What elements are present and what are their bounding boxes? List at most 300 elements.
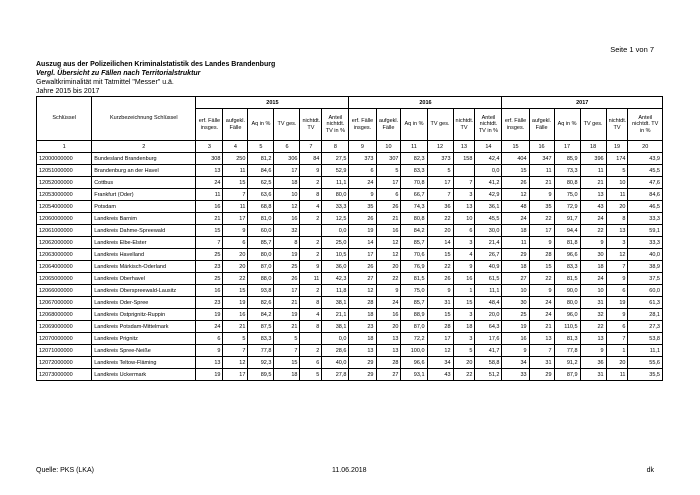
row-key: 12073000000 bbox=[37, 369, 92, 381]
table-cell: 70,6 bbox=[401, 249, 427, 261]
table-cell: 85,9 bbox=[554, 153, 580, 165]
table-cell: 34 bbox=[502, 357, 529, 369]
table-cell: 11 bbox=[223, 165, 248, 177]
table-cell: 4 bbox=[453, 249, 475, 261]
table-cell: 46,5 bbox=[628, 201, 663, 213]
table-cell: 32 bbox=[274, 225, 300, 237]
table-cell: 81,2 bbox=[248, 153, 274, 165]
table-row bbox=[37, 309, 663, 321]
table-cell: 72,2 bbox=[401, 333, 427, 345]
table-cell: 72,9 bbox=[554, 201, 580, 213]
table-cell: 61,5 bbox=[475, 273, 502, 285]
table-cell: 25,0 bbox=[322, 237, 349, 249]
table-cell: 19 bbox=[349, 225, 376, 237]
table-cell: 38,1 bbox=[322, 297, 349, 309]
table-row bbox=[37, 357, 663, 369]
table-cell: 84,2 bbox=[401, 225, 427, 237]
table-cell: 29 bbox=[529, 369, 554, 381]
table-cell: 40,0 bbox=[628, 249, 663, 261]
table-cell: 36 bbox=[580, 357, 606, 369]
table-cell: 22 bbox=[376, 273, 401, 285]
table-cell: 64,3 bbox=[475, 321, 502, 333]
table-cell: 30 bbox=[502, 297, 529, 309]
row-name: Bundesland Brandenburg bbox=[92, 153, 196, 165]
table-cell: 3 bbox=[453, 237, 475, 249]
table-cell: 24 bbox=[196, 177, 223, 189]
row-key: 12053000000 bbox=[37, 189, 92, 201]
table-cell: 7 bbox=[606, 333, 628, 345]
table-cell: 42,9 bbox=[475, 189, 502, 201]
table-cell: 87,0 bbox=[248, 261, 274, 273]
table-cell: 24 bbox=[529, 297, 554, 309]
table-cell: 22 bbox=[427, 213, 453, 225]
table-cell: 18 bbox=[580, 261, 606, 273]
table-cell: 85,7 bbox=[248, 237, 274, 249]
table-cell: 62,5 bbox=[248, 177, 274, 189]
table-cell: 12,5 bbox=[322, 213, 349, 225]
table-cell: 21,4 bbox=[475, 237, 502, 249]
table-cell: 373 bbox=[427, 153, 453, 165]
table-cell: 55,6 bbox=[628, 357, 663, 369]
table-cell: 27 bbox=[349, 273, 376, 285]
table-cell: 11 bbox=[502, 237, 529, 249]
table-cell: 25 bbox=[502, 309, 529, 321]
subheader-2017-0: erf. Fälle insges. bbox=[502, 109, 529, 141]
table-cell: 22 bbox=[580, 225, 606, 237]
row-name: Landkreis Uckermark bbox=[92, 369, 196, 381]
table-cell: 23 bbox=[349, 321, 376, 333]
table-cell: 16 bbox=[453, 273, 475, 285]
table-cell: 1 bbox=[453, 285, 475, 297]
table-cell: 43 bbox=[427, 369, 453, 381]
row-key: 12061000000 bbox=[37, 225, 92, 237]
table-cell: 81,3 bbox=[554, 333, 580, 345]
table-cell: 15 bbox=[223, 177, 248, 189]
table-cell: 52,9 bbox=[322, 165, 349, 177]
table-cell: 22 bbox=[580, 321, 606, 333]
table-cell: 9 bbox=[580, 345, 606, 357]
table-cell: 12 bbox=[376, 237, 401, 249]
table-cell: 19 bbox=[223, 297, 248, 309]
table-cell: 6 bbox=[349, 165, 376, 177]
table-cell: 81,5 bbox=[401, 273, 427, 285]
table-cell: 13 bbox=[376, 333, 401, 345]
column-number: 18 bbox=[580, 141, 606, 153]
table-cell: 60,0 bbox=[248, 225, 274, 237]
table-cell: 28 bbox=[529, 249, 554, 261]
table-cell: 13 bbox=[529, 333, 554, 345]
table-cell: 94,4 bbox=[554, 225, 580, 237]
table-cell: 3 bbox=[453, 333, 475, 345]
table-cell: 27,3 bbox=[628, 321, 663, 333]
table-cell: 85,7 bbox=[401, 237, 427, 249]
table-cell: 75,0 bbox=[554, 189, 580, 201]
column-number: 9 bbox=[349, 141, 376, 153]
table-cell: 63,6 bbox=[248, 189, 274, 201]
table-cell: 12 bbox=[274, 201, 300, 213]
table-cell: 5 bbox=[427, 165, 453, 177]
subheader-2017-3: TV ges. bbox=[580, 109, 606, 141]
table-cell: 43,9 bbox=[628, 153, 663, 165]
column-number: 2 bbox=[92, 141, 196, 153]
table-cell: 27 bbox=[502, 273, 529, 285]
table-cell: 16 bbox=[196, 201, 223, 213]
table-row bbox=[37, 285, 663, 297]
table-cell: 30 bbox=[580, 249, 606, 261]
table-cell: 84,6 bbox=[628, 189, 663, 201]
table-cell: 18 bbox=[502, 225, 529, 237]
table-cell: 24 bbox=[196, 321, 223, 333]
row-name: Landkreis Teltow-Fläming bbox=[92, 357, 196, 369]
table-cell: 15 bbox=[427, 249, 453, 261]
table-cell: 6 bbox=[606, 321, 628, 333]
table-cell: 5 bbox=[606, 165, 628, 177]
table-cell: 9 bbox=[606, 273, 628, 285]
header-schluessel: Schlüssel bbox=[37, 97, 92, 141]
table-cell: 93,1 bbox=[401, 369, 427, 381]
table-cell: 2 bbox=[300, 249, 322, 261]
table-cell: 77,8 bbox=[554, 345, 580, 357]
table-cell: 96,0 bbox=[554, 309, 580, 321]
table-cell: 0,0 bbox=[322, 333, 349, 345]
table-cell: 21 bbox=[274, 297, 300, 309]
column-number: 15 bbox=[502, 141, 529, 153]
year-header-2015: 2015 bbox=[196, 97, 349, 109]
table-cell: 17 bbox=[529, 225, 554, 237]
year-header-2017: 2017 bbox=[502, 97, 663, 109]
table-cell: 28 bbox=[349, 297, 376, 309]
table-cell: 308 bbox=[196, 153, 223, 165]
table-cell: 5 bbox=[274, 333, 300, 345]
table-cell: 24 bbox=[580, 213, 606, 225]
table-cell: 7 bbox=[274, 345, 300, 357]
table-cell: 41,7 bbox=[475, 345, 502, 357]
table-cell: 13 bbox=[349, 345, 376, 357]
table-cell: 11 bbox=[606, 369, 628, 381]
table-cell: 19 bbox=[606, 297, 628, 309]
table-cell: 48,4 bbox=[475, 297, 502, 309]
table-cell: 10 bbox=[606, 177, 628, 189]
table-cell: 12 bbox=[349, 285, 376, 297]
table-cell: 58,8 bbox=[475, 357, 502, 369]
table-cell: 21 bbox=[529, 321, 554, 333]
table-cell: 89,5 bbox=[248, 369, 274, 381]
table-cell: 20 bbox=[427, 225, 453, 237]
table-cell: 7 bbox=[427, 189, 453, 201]
table-cell: 3 bbox=[453, 309, 475, 321]
table-cell: 13 bbox=[196, 357, 223, 369]
table-cell: 13 bbox=[606, 225, 628, 237]
column-number: 7 bbox=[300, 141, 322, 153]
table-cell: 21 bbox=[529, 177, 554, 189]
report-years: Jahre 2015 bis 2017 bbox=[36, 88, 100, 95]
table-cell: 93,8 bbox=[248, 285, 274, 297]
table-cell: 20 bbox=[376, 321, 401, 333]
report-topic: Gewaltkriminalität mit Tatmittel "Messer" u.ä. bbox=[36, 79, 174, 86]
table-cell: 17 bbox=[223, 369, 248, 381]
table-cell: 8 bbox=[300, 321, 322, 333]
table-cell: 9 bbox=[529, 285, 554, 297]
column-number: 13 bbox=[453, 141, 475, 153]
table-cell: 28,1 bbox=[628, 309, 663, 321]
table-cell: 10 bbox=[274, 189, 300, 201]
column-number: 11 bbox=[401, 141, 427, 153]
table-cell: 10 bbox=[453, 213, 475, 225]
table-cell: 21 bbox=[580, 177, 606, 189]
table-cell: 82,3 bbox=[401, 153, 427, 165]
table-cell: 91,7 bbox=[554, 213, 580, 225]
table-cell: 7 bbox=[529, 345, 554, 357]
table-cell: 77,8 bbox=[248, 345, 274, 357]
table-cell: 81,0 bbox=[248, 213, 274, 225]
table-row bbox=[37, 201, 663, 213]
table-cell: 35 bbox=[349, 201, 376, 213]
table-cell: 21 bbox=[223, 321, 248, 333]
table-cell: 12 bbox=[223, 357, 248, 369]
table-cell: 80,8 bbox=[554, 177, 580, 189]
table-cell: 9 bbox=[453, 261, 475, 273]
table-cell: 404 bbox=[502, 153, 529, 165]
table-cell: 11 bbox=[300, 273, 322, 285]
table-cell: 10 bbox=[580, 285, 606, 297]
table-cell: 84,6 bbox=[248, 165, 274, 177]
table-cell: 18 bbox=[274, 369, 300, 381]
table-row bbox=[37, 237, 663, 249]
table-row bbox=[37, 273, 663, 285]
table-cell: 59,1 bbox=[628, 225, 663, 237]
table-cell: 84 bbox=[300, 153, 322, 165]
table-cell: 22 bbox=[223, 273, 248, 285]
table-cell: 11 bbox=[606, 189, 628, 201]
row-name: Brandenburg an der Havel bbox=[92, 165, 196, 177]
table-cell: 90,0 bbox=[554, 285, 580, 297]
row-name: Landkreis Oberhavel bbox=[92, 273, 196, 285]
row-name: Landkreis Barnim bbox=[92, 213, 196, 225]
table-cell: 307 bbox=[376, 153, 401, 165]
table-cell bbox=[453, 165, 475, 177]
table-cell: 9 bbox=[223, 225, 248, 237]
table-cell: 20 bbox=[453, 357, 475, 369]
table-cell: 306 bbox=[274, 153, 300, 165]
table-cell: 7 bbox=[453, 177, 475, 189]
table-cell: 45,5 bbox=[628, 165, 663, 177]
table-cell: 0,0 bbox=[475, 165, 502, 177]
table-cell: 5 bbox=[300, 369, 322, 381]
table-cell: 20 bbox=[223, 249, 248, 261]
table-cell: 74,3 bbox=[401, 201, 427, 213]
table-cell: 18 bbox=[453, 321, 475, 333]
row-key: 12060000000 bbox=[37, 213, 92, 225]
footer-source: Quelle: PKS (LKA) bbox=[36, 467, 94, 474]
table-cell: 33,3 bbox=[628, 237, 663, 249]
table-cell: 28 bbox=[376, 357, 401, 369]
table-cell: 16 bbox=[376, 225, 401, 237]
table-cell: 22 bbox=[453, 369, 475, 381]
table-cell: 9 bbox=[300, 261, 322, 273]
table-cell: 36,1 bbox=[475, 201, 502, 213]
subheader-2015-0: erf. Fälle insges. bbox=[196, 109, 223, 141]
table-cell: 4 bbox=[300, 201, 322, 213]
table-cell: 2 bbox=[300, 177, 322, 189]
table-cell: 76,9 bbox=[401, 261, 427, 273]
table-cell: 6 bbox=[453, 225, 475, 237]
table-cell: 35,5 bbox=[628, 369, 663, 381]
row-name: Landkreis Märkisch-Oderland bbox=[92, 261, 196, 273]
table-cell: 36,0 bbox=[322, 261, 349, 273]
row-key: 12072000000 bbox=[37, 357, 92, 369]
table-cell: 82,6 bbox=[248, 297, 274, 309]
table-cell: 83,3 bbox=[248, 333, 274, 345]
table-cell: 21 bbox=[376, 213, 401, 225]
column-number: 5 bbox=[248, 141, 274, 153]
table-cell: 33,3 bbox=[628, 213, 663, 225]
table-cell: 51,2 bbox=[475, 369, 502, 381]
table-cell: 27,8 bbox=[322, 369, 349, 381]
table-cell: 17 bbox=[427, 333, 453, 345]
table-cell: 15 bbox=[502, 165, 529, 177]
table-cell: 85,7 bbox=[401, 297, 427, 309]
table-cell: 20,0 bbox=[475, 309, 502, 321]
table-cell: 22 bbox=[529, 213, 554, 225]
table-cell: 16 bbox=[502, 333, 529, 345]
table-cell: 61,3 bbox=[628, 297, 663, 309]
table-cell: 6 bbox=[196, 333, 223, 345]
row-key: 12051000000 bbox=[37, 165, 92, 177]
table-cell: 4 bbox=[300, 309, 322, 321]
table-cell: 18 bbox=[274, 177, 300, 189]
table-cell: 80,0 bbox=[248, 249, 274, 261]
table-cell: 21 bbox=[196, 213, 223, 225]
column-number: 8 bbox=[322, 141, 349, 153]
table-cell: 373 bbox=[349, 153, 376, 165]
table-cell: 28 bbox=[427, 321, 453, 333]
table-cell: 29 bbox=[349, 357, 376, 369]
table-cell: 5 bbox=[223, 333, 248, 345]
table-cell: 25 bbox=[196, 249, 223, 261]
table-cell: 24 bbox=[349, 177, 376, 189]
table-cell: 45,5 bbox=[475, 213, 502, 225]
table-cell: 7 bbox=[223, 345, 248, 357]
table-cell: 8 bbox=[300, 189, 322, 201]
subheader-2015-2: Aq in % bbox=[248, 109, 274, 141]
row-key: 12064000000 bbox=[37, 261, 92, 273]
table-cell: 9 bbox=[502, 345, 529, 357]
table-cell: 11 bbox=[196, 189, 223, 201]
table-cell: 31 bbox=[580, 297, 606, 309]
table-cell: 10,5 bbox=[322, 249, 349, 261]
table-cell: 96,6 bbox=[401, 357, 427, 369]
table-cell: 19 bbox=[502, 321, 529, 333]
table-cell: 11 bbox=[529, 165, 554, 177]
table-cell: 20 bbox=[606, 357, 628, 369]
column-number: 4 bbox=[223, 141, 248, 153]
table-cell: 15 bbox=[529, 261, 554, 273]
table-cell: 13 bbox=[453, 201, 475, 213]
table-cell: 88,0 bbox=[248, 273, 274, 285]
subheader-2017-5: Anteil nichtdt. TV in % bbox=[628, 109, 663, 141]
table-cell: 84,2 bbox=[248, 309, 274, 321]
table-cell: 19 bbox=[274, 309, 300, 321]
subheader-2017-1: aufgekl. Fälle bbox=[529, 109, 554, 141]
table-row bbox=[37, 345, 663, 357]
row-key: 12052000000 bbox=[37, 177, 92, 189]
table-cell: 13 bbox=[580, 333, 606, 345]
table-cell: 96,6 bbox=[554, 249, 580, 261]
table-cell: 17 bbox=[349, 249, 376, 261]
statistics-table bbox=[36, 96, 663, 381]
table-row bbox=[37, 213, 663, 225]
table-cell: 16 bbox=[376, 309, 401, 321]
table-cell: 43 bbox=[580, 201, 606, 213]
table-cell: 30,0 bbox=[475, 225, 502, 237]
table-cell: 37,5 bbox=[628, 273, 663, 285]
table-cell: 5 bbox=[376, 165, 401, 177]
table-cell: 0,0 bbox=[322, 225, 349, 237]
column-number: 20 bbox=[628, 141, 663, 153]
table-cell: 17,6 bbox=[475, 333, 502, 345]
table-cell: 32 bbox=[580, 309, 606, 321]
subheader-2017-2: Aq in % bbox=[554, 109, 580, 141]
table-cell: 87,5 bbox=[248, 321, 274, 333]
table-cell: 15 bbox=[427, 309, 453, 321]
table-cell: 27,5 bbox=[322, 153, 349, 165]
table-cell: 9 bbox=[300, 165, 322, 177]
table-cell: 2 bbox=[300, 237, 322, 249]
row-key: 12071000000 bbox=[37, 345, 92, 357]
table-cell: 26 bbox=[376, 201, 401, 213]
report-subtitle: Vergl. Übersicht zu Fällen nach Territorialstruktur bbox=[36, 70, 201, 77]
table-cell: 9 bbox=[529, 189, 554, 201]
table-cell: 33 bbox=[502, 369, 529, 381]
table-cell: 10 bbox=[502, 285, 529, 297]
table-cell: 40,0 bbox=[322, 357, 349, 369]
table-cell: 17 bbox=[427, 177, 453, 189]
table-cell: 23 bbox=[196, 261, 223, 273]
table-cell: 80,0 bbox=[322, 189, 349, 201]
table-cell: 26,7 bbox=[475, 249, 502, 261]
table-cell: 80,0 bbox=[554, 297, 580, 309]
table-cell: 26 bbox=[349, 213, 376, 225]
row-key: 12067000000 bbox=[37, 297, 92, 309]
table-row bbox=[37, 177, 663, 189]
table-cell: 28,6 bbox=[322, 345, 349, 357]
table-cell: 8 bbox=[274, 237, 300, 249]
table-cell: 21,1 bbox=[322, 309, 349, 321]
table-cell: 11,1 bbox=[475, 285, 502, 297]
table-cell: 14 bbox=[427, 237, 453, 249]
table-cell: 15 bbox=[196, 225, 223, 237]
table-cell: 18 bbox=[349, 333, 376, 345]
table-cell: 21 bbox=[274, 321, 300, 333]
table-row bbox=[37, 261, 663, 273]
subheader-2015-3: TV ges. bbox=[274, 109, 300, 141]
page-number: Seite 1 von 7 bbox=[610, 45, 654, 54]
table-cell: 19 bbox=[196, 309, 223, 321]
table-cell: 9 bbox=[349, 189, 376, 201]
table-cell: 15 bbox=[453, 297, 475, 309]
table-cell: 8 bbox=[606, 213, 628, 225]
subheader-2015-4: nichtdt. TV bbox=[300, 109, 322, 141]
row-key: 12070000000 bbox=[37, 333, 92, 345]
table-cell: 20 bbox=[606, 201, 628, 213]
row-name: Potsdam bbox=[92, 201, 196, 213]
table-cell: 9 bbox=[580, 237, 606, 249]
table-cell: 25 bbox=[196, 273, 223, 285]
table-cell: 38,1 bbox=[322, 321, 349, 333]
column-number: 19 bbox=[606, 141, 628, 153]
table-cell: 73,3 bbox=[554, 165, 580, 177]
table-row bbox=[37, 153, 663, 165]
